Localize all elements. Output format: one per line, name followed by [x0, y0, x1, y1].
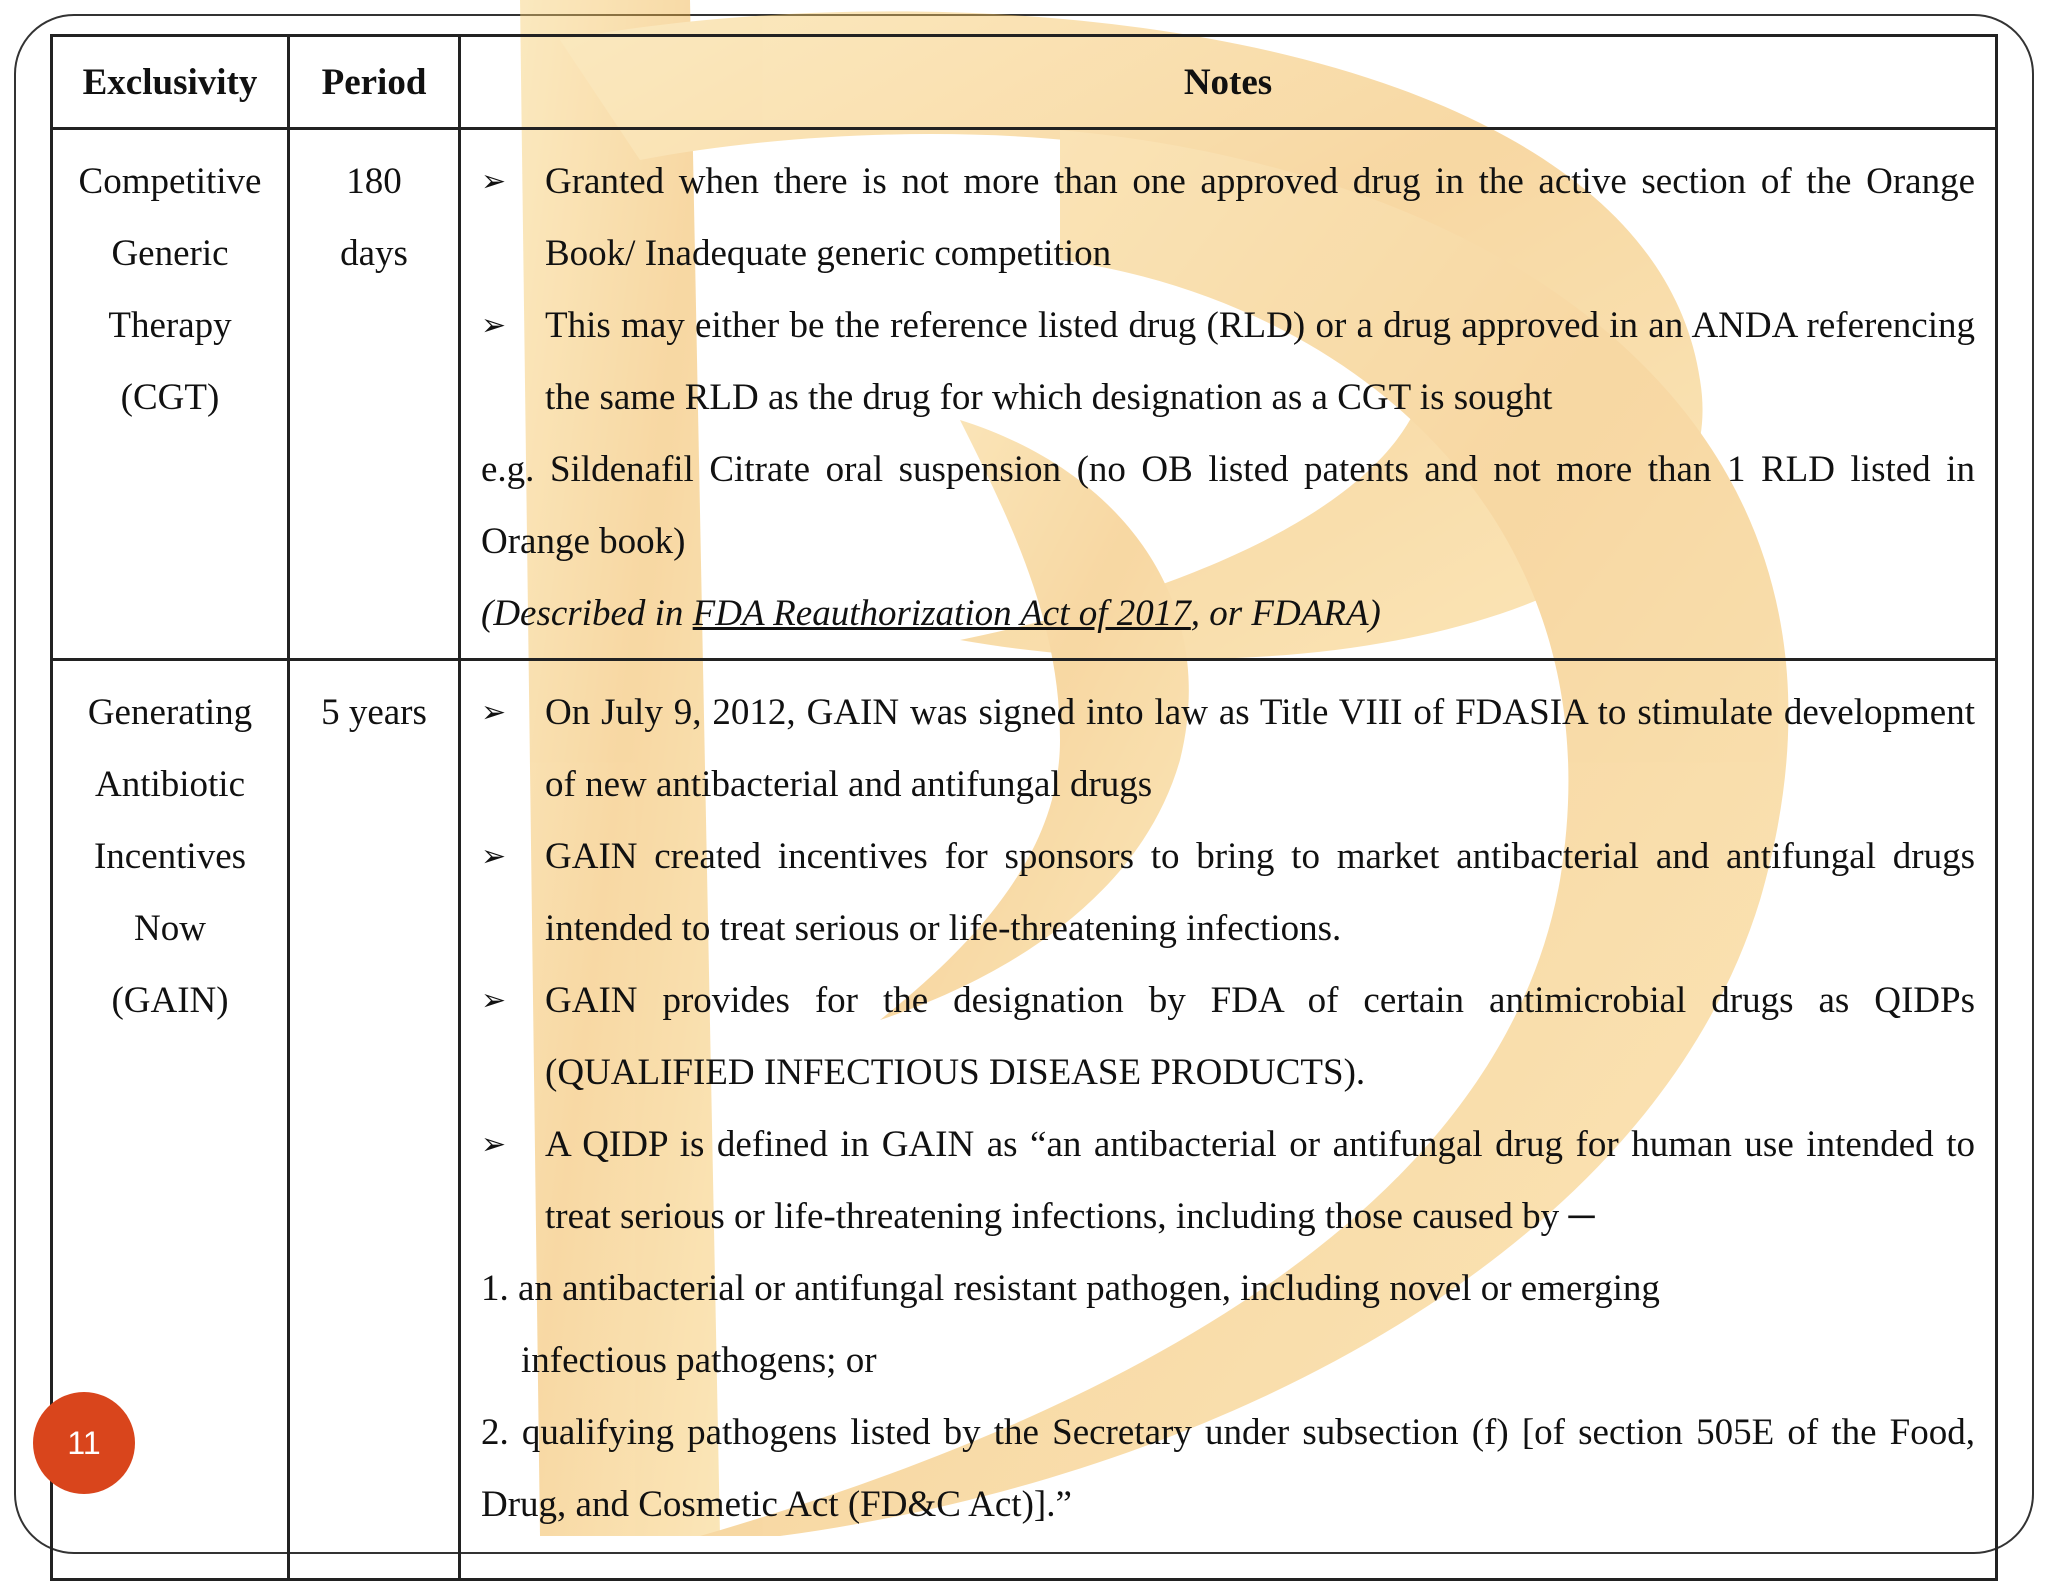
table-header-row [52, 36, 1997, 129]
header-notes: Notes [460, 36, 1997, 129]
list-item [481, 677, 1975, 821]
numbered-item-1-continued: infectious pathogens; or [521, 1340, 877, 1381]
period-line: 5 years [321, 692, 427, 733]
exclusivity-line: (GAIN) [111, 980, 229, 1021]
numbered-item-2: 2. qualifying pathogens listed by the Secretary under subsection (f) [of section 505E of the Food, Drug, and Cosmetic Act (FD&C Act)].” [481, 1412, 1975, 1525]
period-line: 180 [346, 161, 402, 202]
table-row-cgt [52, 129, 1997, 660]
exclusivity-line: Competitive [78, 161, 262, 202]
bullet-text: GAIN provides for the designation by FDA of certain antimicrobial drugs as QIDPs (QUALIFIED INFECTIOUS DISEASE PRODUCTS). [545, 980, 1975, 1093]
table-row-gain [52, 660, 1997, 1580]
period-cell [289, 660, 460, 1580]
exclusivity-line: Incentives [93, 836, 247, 877]
list-item [481, 146, 1975, 290]
notes-cell [460, 129, 1997, 660]
bullet-text: A QIDP is defined in GAIN as “an antibacterial or antifungal drug for human use intended to treat serious or life-threatening infections, including those caused by ─ [545, 1124, 1975, 1237]
exclusivity-line: Now [134, 908, 206, 949]
described-prefix: (Described in [481, 593, 693, 634]
numbered-item-1: 1. an antibacterial or antifungal resistant pathogen, including novel or emerging [481, 1268, 1660, 1309]
list-item [481, 290, 1975, 434]
exclusivity-table [50, 34, 1998, 1581]
list-item [481, 1109, 1975, 1253]
arrow-bullet-icon: ➢ [481, 983, 507, 1018]
exclusivity-line: Therapy [108, 305, 232, 346]
bullet-text: GAIN created incentives for sponsors to bring to market antibacterial and antifungal drugs intended to treat serious or life-threatening infections. [545, 836, 1975, 949]
bullet-text: Granted when there is not more than one approved drug in the active section of the Orange Book/ Inadequate generic competition [545, 161, 1975, 274]
exclusivity-line: Generating [87, 692, 253, 733]
exclusivity-cell [52, 129, 289, 660]
bullet-text: This may either be the reference listed drug (RLD) or a drug approved in an ANDA referencing the same RLD as the drug for which designation as a CGT is sought [545, 305, 1975, 418]
header-exclusivity: Exclusivity [52, 36, 289, 129]
period-line: days [340, 233, 408, 274]
page-number-badge: 11 [33, 1392, 135, 1494]
list-item [481, 821, 1975, 965]
arrow-bullet-icon: ➢ [481, 308, 507, 343]
described-note [481, 578, 1975, 650]
example-text: e.g. Sildenafil Citrate oral suspension (no OB listed patents and not more than 1 RLD listed in Orange book) [481, 449, 1975, 562]
arrow-bullet-icon: ➢ [481, 164, 507, 199]
exclusivity-line: Antibiotic [94, 764, 246, 805]
notes-cell [460, 660, 1997, 1580]
fdara-link[interactable]: FDA Reauthorization Act of 2017 [692, 593, 1191, 634]
period-cell [289, 129, 460, 660]
arrow-bullet-icon: ➢ [481, 839, 507, 874]
header-period: Period [289, 36, 460, 129]
described-suffix: , or FDARA) [1190, 593, 1381, 634]
arrow-bullet-icon: ➢ [481, 1127, 507, 1162]
exclusivity-line: (CGT) [120, 377, 220, 418]
exclusivity-line: Generic [111, 233, 229, 274]
list-item [481, 965, 1975, 1109]
arrow-bullet-icon: ➢ [481, 695, 507, 730]
bullet-text: On July 9, 2012, GAIN was signed into law as Title VIII of FDASIA to stimulate development of new antibacterial and antifungal drugs [545, 692, 1975, 805]
